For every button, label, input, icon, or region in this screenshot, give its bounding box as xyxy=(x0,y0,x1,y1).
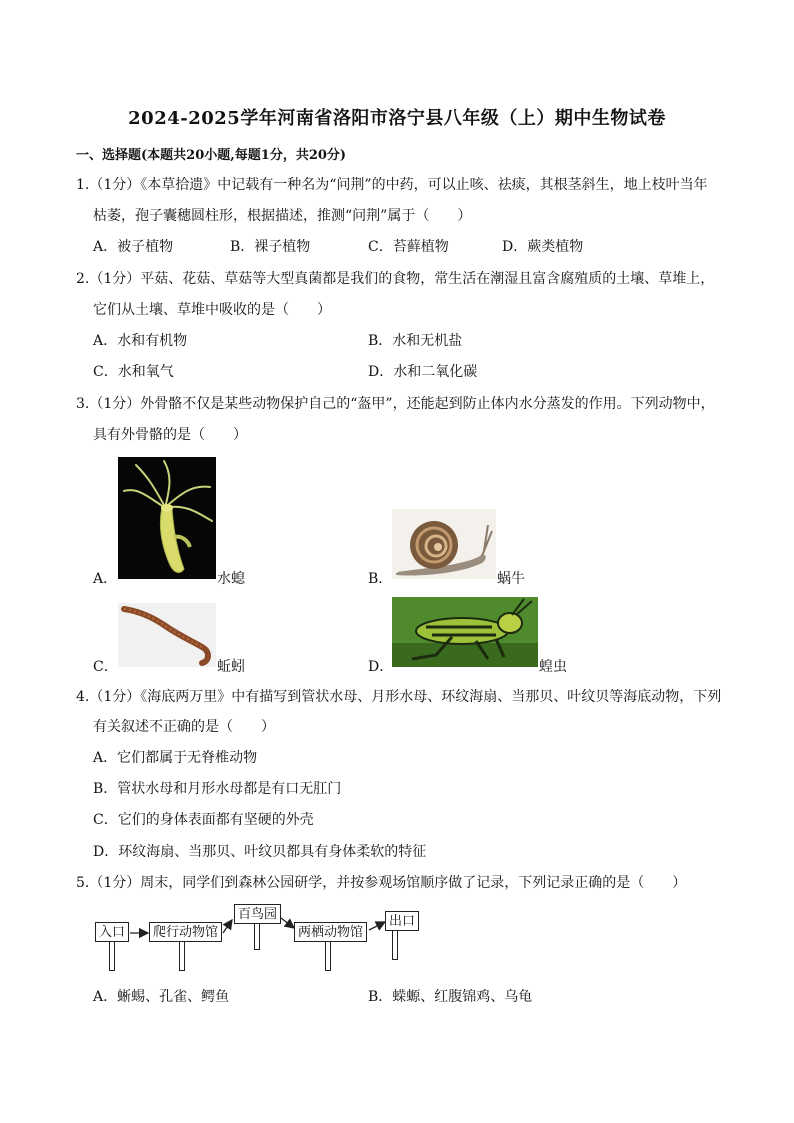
q2-option-a: A．水和有机物 xyxy=(93,333,188,349)
page-title: 2024-2025学年河南省洛阳市洛宁县八年级（上）期中生物试卷 xyxy=(128,108,666,129)
q3-option-c-name: 蚯蚓 xyxy=(217,659,245,675)
sign-exit: 出口 xyxy=(385,911,419,931)
q2-stem-line1: 2.（1分）平菇、花菇、草菇等大型真菌都是我们的食物，常生活在潮湿且富含腐殖质的土壤、草堆上， xyxy=(76,271,715,287)
earthworm-image xyxy=(118,603,216,667)
q3-option-b-name: 蜗牛 xyxy=(497,571,525,587)
hydra-image xyxy=(118,457,216,579)
snail-image xyxy=(392,509,496,579)
q4-option-b: B．管状水母和月形水母都是有口无肛门 xyxy=(93,781,342,797)
q2-stem-line2: 它们从土壤、草堆中吸收的是（ ） xyxy=(93,302,331,318)
q1-stem-line1: 1.（1分）《本草拾遗》中记载有一种名为“问荆”的中药，可以止咳、祛痰，其根茎斜生，地上枝叶当年 xyxy=(76,177,708,193)
sign-post-exit xyxy=(392,930,398,960)
arrow-4 xyxy=(369,922,385,930)
q4-stem-line1: 4.（1分）《海底两万里》中有描写到管状水母、月形水母、环纹海扇、当那贝、叶纹贝等海底动物，下列 xyxy=(76,689,722,705)
sign-post-entrance xyxy=(109,941,115,971)
q1-option-d: D．蕨类植物 xyxy=(502,239,584,255)
q3-option-c-letter: C． xyxy=(93,659,118,675)
q3-option-a-letter: A． xyxy=(93,571,118,587)
q5-option-b: B．蝾螈、红腹锦鸡、乌龟 xyxy=(368,989,533,1005)
sign-post-reptile xyxy=(179,941,185,971)
q3-option-a-name: 水螅 xyxy=(217,571,245,587)
q1-option-a: A．被子植物 xyxy=(93,239,174,255)
sign-reptile-hall: 爬行动物馆 xyxy=(149,922,222,942)
sign-amphibian-hall: 两栖动物馆 xyxy=(294,922,367,942)
q4-option-c: C．它们的身体表面都有坚硬的外壳 xyxy=(93,812,314,828)
sign-post-bird xyxy=(254,923,260,950)
q3-stem-line2: 具有外骨骼的是（ ） xyxy=(93,427,247,443)
section-heading: 一、选择题(本题共20小题,每题1分，共20分) xyxy=(76,148,347,163)
q1-option-c: C．苔藓植物 xyxy=(368,239,449,255)
q4-option-a: A．它们都属于无脊椎动物 xyxy=(93,750,258,766)
arrow-3 xyxy=(281,918,294,928)
q5-option-a: A．蜥蜴、孔雀、鳄鱼 xyxy=(93,989,230,1005)
q3-option-b-letter: B． xyxy=(368,571,393,587)
q2-option-b: B．水和无机盐 xyxy=(368,333,463,349)
q4-option-d: D．环纹海扇、当那贝、叶纹贝都具有身体柔软的特征 xyxy=(93,844,427,860)
q4-stem-line2: 有关叙述不正确的是（ ） xyxy=(93,719,275,735)
arrow-2 xyxy=(223,920,232,933)
sign-bird-garden: 百鸟园 xyxy=(234,904,281,924)
q1-stem-line2: 枯萎，孢子囊穗圆柱形，根据描述，推测“问荆”属于（ ） xyxy=(93,208,472,224)
q3-stem-line1: 3.（1分）外骨骼不仅是某些动物保护自己的“盔甲”，还能起到防止体内水分蒸发的作用。下列动物中， xyxy=(76,396,715,412)
q1-option-b: B．裸子植物 xyxy=(230,239,311,255)
q2-option-c: C．水和氧气 xyxy=(93,364,174,380)
q2-option-d: D．水和二氧化碳 xyxy=(368,364,478,380)
q3-option-d-name: 蝗虫 xyxy=(539,659,567,675)
q3-option-d-letter: D． xyxy=(368,659,394,675)
locust-image xyxy=(392,597,538,667)
sign-post-amphibian xyxy=(325,941,331,971)
q5-stem: 5.（1分）周末，同学们到森林公园研学，并按参观场馆顺序做了记录，下列记录正确的是（ ） xyxy=(76,875,687,891)
sign-entrance: 入口 xyxy=(95,922,129,942)
